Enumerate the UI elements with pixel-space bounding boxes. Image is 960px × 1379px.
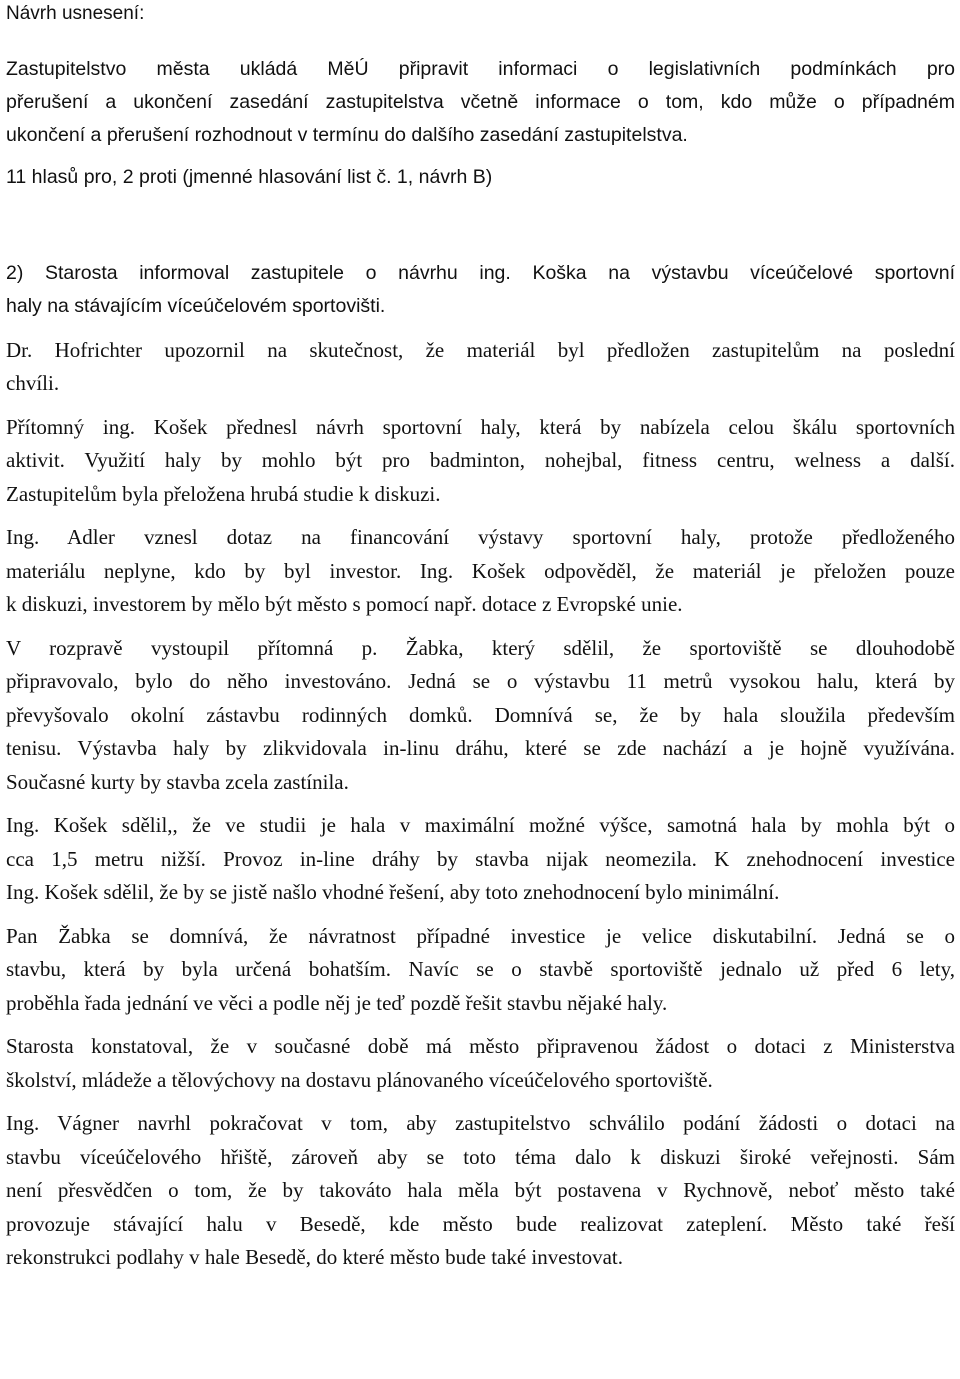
vote-result (6, 161, 955, 195)
paragraph-zabka-rozprava (6, 632, 955, 800)
paragraph-line: Pan Žabka se domnívá, že návratnost případné investice je velice diskutabilní. Jedná se o (6, 923, 955, 948)
paragraph-line: provozuje stávající halu v Besedě, kde město bude realizovat zateplení. Město také řeší (6, 1211, 955, 1236)
paragraph-line: aktivit. Využití haly by mohlo být pro badminton, nohejbal, fitness centru, welness a další. (6, 448, 955, 472)
resolution-heading: Návrh usnesení: (6, 3, 145, 24)
paragraph-line: Dr. Hofrichter upozornil na skutečnost, že materiál byl předložen zastupitelům na poslední (6, 337, 955, 362)
paragraph-kosek-navrh (6, 411, 955, 512)
paragraph-line: Současné kurty by stavba zcela zastínila. (6, 769, 349, 794)
paragraph-line: V rozpravě vystoupil přítomná p. Žabka, který sdělil, že sportoviště se dlouhodobě (6, 635, 955, 660)
resolution-line: Zastupitelstvo města ukládá MěÚ připravit informaci o legislativních podmínkách pro (6, 58, 955, 80)
paragraph-line: haly na stávajícím víceúčelovém sportovišti. (6, 295, 386, 317)
paragraph-line: 2) Starosta informoval zastupitele o návrhu ing. Koška na výstavbu víceúčelové sportovní (6, 261, 955, 284)
paragraph-hofrichter (6, 334, 955, 401)
paragraph-line: Ing. Košek sdělil, že by se jistě našlo vhodné řešení, aby toto znehodnocení bylo minimální. (6, 880, 780, 904)
paragraph-line: chvíli. (6, 371, 60, 395)
paragraph-line: k diskuzi, investorem by mělo být město s pomocí např. dotace z Evropské unie. (6, 592, 683, 616)
paragraph-line: Ing. Košek sdělil,, že ve studii je hala v maximální možné výšce, samotná hala by mohla být o (6, 813, 955, 837)
paragraph-line: Starosta konstatoval, že v současné době má město připravenou žádost o dotaci z Ministerstva (6, 1034, 955, 1058)
vote-line: 11 hlasů pro, 2 proti (jmenné hlasování list č. 1, návrh B) (6, 166, 493, 188)
resolution-line: ukončení a přerušení rozhodnout v termínu do dalšího zasedání zastupitelstva. (6, 124, 688, 146)
paragraph-starosta-informoval (6, 257, 955, 324)
paragraph-line: tenisu. Výstavba haly by zlikvidovala in-linu dráhu, které se zde nachází a je hojně využívána. (6, 736, 955, 760)
paragraph-line: Zastupitelům byla přeložena hrubá studie k diskuzi. (6, 481, 441, 506)
paragraph-line: cca 1,5 metru nižší. Provoz in-line dráhy by stavba nijak neomezila. K znehodnocení investice (6, 846, 955, 871)
paragraph-adler-dotaz (6, 521, 955, 622)
paragraph-line: materiálu neplyne, kdo by byl investor. Ing. Košek odpověděl, že materiál je přeložen pouze (6, 558, 955, 583)
paragraph-kosek-sdelil (6, 809, 955, 910)
paragraph-line: stavbu, která by byla určená bohatším. Navíc se o stavbě sportoviště jednalo už před 6 lety, (6, 957, 955, 981)
paragraph-zabka-navratnost (6, 920, 955, 1021)
resolution-text (6, 53, 955, 152)
paragraph-vagner-navrhl (6, 1107, 955, 1275)
paragraph-line: není přesvědčen o tom, že by takováto hala měla být postavena v Rychnově, neboť město také (6, 1178, 955, 1202)
paragraph-starosta-konstatoval (6, 1030, 955, 1097)
paragraph-line: převyšovalo okolní zástavbu rodinných domků. Domnívá se, že by hala sloužila především (6, 702, 955, 727)
paragraph-line: rekonstrukci podlahy v hale Besedě, do které město bude také investovat. (6, 1245, 623, 1269)
paragraph-line: školství, mládeže a tělovýchovy na dostavu plánovaného víceúčelového sportoviště. (6, 1067, 713, 1092)
paragraph-line: stavbu víceúčelového hřiště, zároveň aby se toto téma dalo k diskuzi široké veřejnosti. Sám (6, 1144, 955, 1169)
paragraph-line: připravovalo, bylo do něho investováno. Jedná se o výstavbu 11 metrů vysokou halu, která by (6, 669, 955, 693)
paragraph-line: Ing. Vágner navrhl pokračovat v tom, aby zastupitelstvo schválilo podání žádosti o dotaci na (6, 1111, 955, 1135)
paragraph-line: proběhla řada jednání ve věci a podle něj je teď pozdě řešit stavbu nějaké haly. (6, 990, 668, 1015)
resolution-line: přerušení a ukončení zasedání zastupitelstva včetně informace o tom, kdo může o případném (6, 91, 955, 113)
paragraph-line: Přítomný ing. Košek přednesl návrh sportovní haly, která by nabízela celou škálu sportovních (6, 414, 955, 439)
paragraph-line: Ing. Adler vznesl dotaz na financování výstavy sportovní haly, protože předloženého (6, 525, 955, 549)
